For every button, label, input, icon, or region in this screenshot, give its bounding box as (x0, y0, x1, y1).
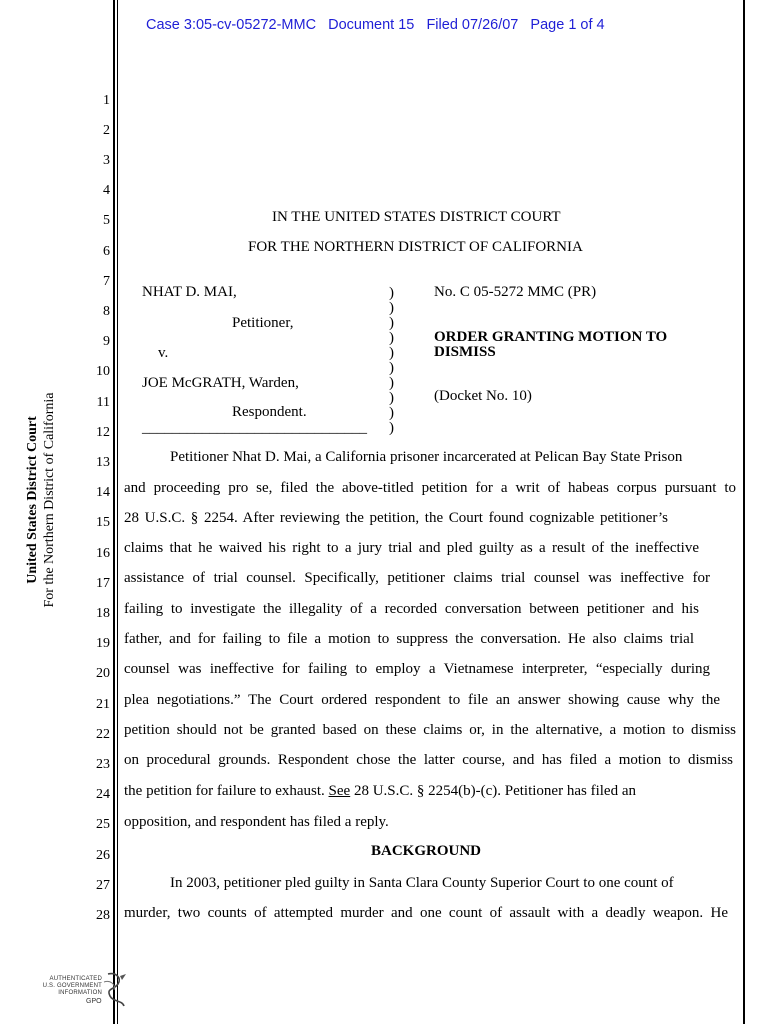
caption-parentheses: ) ) ) ) ) ) ) ) ) ) (389, 285, 394, 436)
line-number: 21 (96, 697, 110, 712)
line-number: 28 (96, 908, 110, 923)
line-number: 7 (103, 274, 110, 289)
petitioner-name: NHAT D. MAI, (142, 284, 237, 300)
body-line-23: on procedural grounds. Respondent chose the latter course, and has filed a motion to dismiss (124, 752, 733, 768)
body-line-19: father, and for failing to file a motion to suppress the conversation. He also claims trial (124, 631, 694, 647)
body-line-25: opposition, and respondent has filed a reply. (124, 814, 389, 830)
case-number: No. C 05-5272 MMC (PR) (434, 284, 597, 300)
body-line-21: plea negotiations.” The Court ordered respondent to file an answer showing cause why the (124, 692, 720, 708)
line-number: 23 (96, 757, 110, 772)
see-signal: See (328, 783, 351, 799)
body-line-28: murder, two counts of attempted murder and one count of assault with a deadly weapon. He (124, 905, 728, 921)
order-title-line-2: DISMISS (434, 344, 496, 360)
petitioner-role: Petitioner, (232, 315, 294, 331)
seal-text (42, 976, 102, 997)
line-number: 16 (96, 546, 110, 561)
background-heading: BACKGROUND (371, 843, 482, 859)
body-line-24 (124, 783, 736, 800)
gpo-eagle-icon (100, 970, 130, 1014)
line-number: 26 (96, 848, 110, 863)
body-line-16: claims that he waived his right to a jury trial and pled guilty as a result of the ineffective (124, 540, 699, 556)
respondent-name: JOE McGRATH, Warden, (142, 375, 299, 391)
line-number: 14 (96, 485, 110, 500)
body-line-20: counsel was ineffective for failing to employ a Vietnamese interpreter, “especially during (124, 661, 710, 677)
body-line-18: failing to investigate the illegality of a recorded conversation between petitioner and his (124, 601, 699, 617)
sidebar-court: United States District Court (25, 416, 40, 584)
sidebar-district: For the Northern District of California (42, 392, 57, 608)
body-line-24a: the petition for failure to exhaust. (124, 783, 329, 799)
line-number: 5 (103, 213, 110, 228)
line-number: 4 (103, 183, 110, 198)
line-number: 1 (103, 93, 110, 108)
line-number: 10 (96, 364, 110, 379)
line-number: 25 (96, 817, 110, 832)
line-number: 24 (96, 787, 110, 802)
line-number: 15 (96, 515, 110, 530)
seal-gpo: GPO (86, 998, 102, 1005)
body-line-13: Petitioner Nhat D. Mai, a California prisoner incarcerated at Pelican Bay State Prison (170, 449, 683, 465)
court-title-line-1: IN THE UNITED STATES DISTRICT COURT (272, 209, 561, 225)
body-line-22: petition should not be granted based on these claims or, in the alternative, a motion to dismiss (124, 722, 736, 738)
line-number: 2 (103, 123, 110, 138)
line-number: 17 (96, 576, 110, 591)
body-line-24c: 28 U.S.C. § 2254(b)-(c). Petitioner has filed an (350, 783, 636, 799)
order-title-line-1: ORDER GRANTING MOTION TO (434, 329, 668, 345)
versus: v. (158, 345, 169, 361)
line-number: 11 (96, 395, 110, 410)
seal-line-2: U.S. GOVERNMENT (42, 983, 102, 989)
line-number: 12 (96, 425, 110, 440)
body-line-15: 28 U.S.C. § 2254. After reviewing the petition, the Court found cognizable petitioner’s (124, 510, 668, 526)
court-title-line-2: FOR THE NORTHERN DISTRICT OF CALIFORNIA (248, 239, 583, 255)
seal-line-1: AUTHENTICATED (49, 976, 102, 982)
line-number: 22 (96, 727, 110, 742)
line-number: 3 (103, 153, 110, 168)
body-line-17: assistance of trial counsel. Specifically, petitioner claims trial counsel was ineffective for (124, 570, 710, 586)
line-number: 18 (96, 606, 110, 621)
line-number: 27 (96, 878, 110, 893)
respondent-role: Respondent. (232, 404, 307, 420)
seal-line-3: INFORMATION (58, 990, 102, 996)
line-number: 9 (103, 334, 110, 349)
line-number: 19 (96, 636, 110, 651)
margin-rule-left-2 (117, 0, 118, 1024)
gpo-authentication-seal (42, 970, 128, 1014)
docket-number: (Docket No. 10) (434, 388, 532, 404)
line-number: 13 (96, 455, 110, 470)
line-number: 6 (103, 244, 110, 259)
margin-rule-left-1 (113, 0, 115, 1024)
body-line-27: In 2003, petitioner pled guilty in Santa Clara County Superior Court to one count of (170, 875, 674, 891)
line-number: 8 (103, 304, 110, 319)
margin-rule-right (743, 0, 745, 1024)
document-header: Case 3:05-cv-05272-MMC Document 15 Filed 07/26/07 Page 1 of 4 (146, 17, 605, 33)
caption-underline: ______________________________ (142, 420, 367, 436)
line-number: 20 (96, 666, 110, 681)
body-line-14: and proceeding pro se, filed the above-titled petition for a writ of habeas corpus pursuant to (124, 480, 736, 496)
court-sidebar (24, 370, 58, 630)
